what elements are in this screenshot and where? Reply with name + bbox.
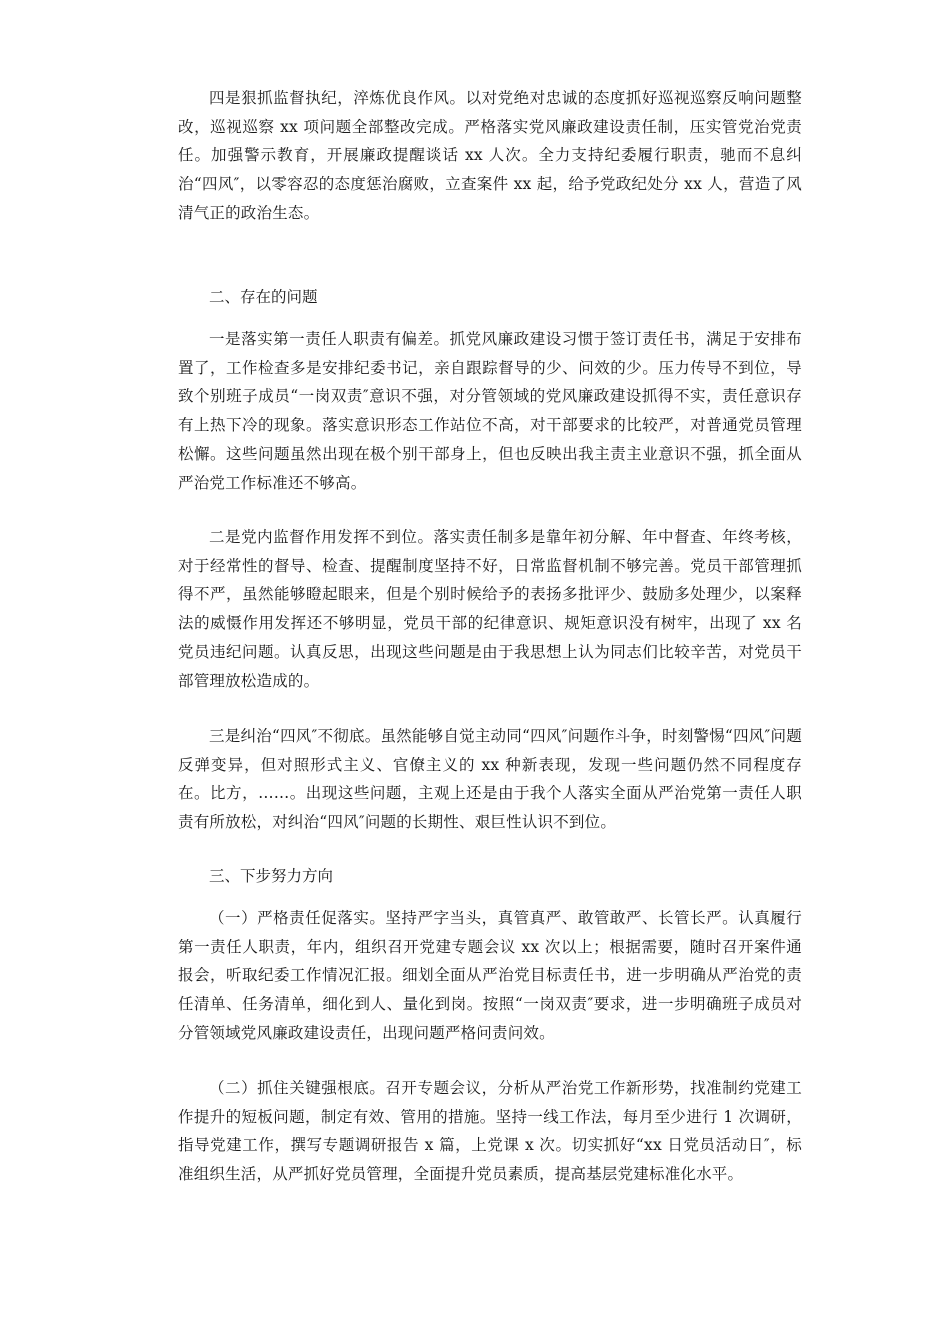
paragraph-four-winds: 三是纠治“四风″不彻底。虽然能够自觉主动同“四风″问题作斗争，时刻警惕“四风″问题反弹变异，但对照形式主义、官僚主义的 xx 种新表现，发现一些问题仍然不同程度存在。比方，……。出现这些问题，主观上还是由于我个人落实全面从严治党第一责任人职责有所放松，对纠治“四风″问题的长期性、艰巨性认识不到位。 bbox=[178, 727, 802, 832]
paragraph-strict-responsibility: （一）严格责任促落实。坚持严字当头，真管真严、敢管敢严、长管长严。认真履行第一责任人职责，年内，组织召开党建专题会议 xx 次以上；根据需要，随时召开案件通报会，听取纪委工作情况汇报。细划全面从严治党目标责任书，进一步明确从严治党的责任清单、任务清单，细化到人、量化到岗。按照“一岗双责″要求，进一步明确班子成员对分管领域党风廉政建设责任，出现问题严格问责问效。 bbox=[178, 909, 802, 1042]
heading-existing-problems: 二、存在的问题 bbox=[209, 288, 318, 306]
paragraph-responsibility-deviation: 一是落实第一责任人职责有偏差。抓党风廉政建设习惯于签订责任书，满足于安排布置了，工作检查多是安排纪委书记，亲自跟踪督导的少、问效的少。压力传导不到位，导致个别班子成员“一岗双责″意识不强，对分管领域的党风廉政建设抓得不实，责任意识存有上热下冷的现象。落实意识形态工作站位不高，对干部要求的比较严，对普通党员管理松懈。这些问题虽然出现在极个别干部身上，但也反映出我主责主业意识不强，抓全面从严治党工作标准还不够高。 bbox=[178, 330, 802, 492]
paragraph-internal-supervision: 二是党内监督作用发挥不到位。落实责任制多是靠年初分解、年中督查、年终考核，对于经常性的督导、检查、提醒制度坚持不好，日常监督机制不够完善。党员干部管理抓得不严，虽然能够瞪起眼来，但是个别时候给予的表扬多批评少、鼓励多处理少，以案释法的威慑作用发挥还不够明显，党员干部的纪律意识、规矩意识没有树牢，出现了 xx 名党员违纪问题。认真反思，出现这些问题是由于我思想上认为同志们比较辛苦，对党员干部管理放松造成的。 bbox=[178, 528, 802, 690]
heading-next-steps: 三、下步努力方向 bbox=[209, 867, 334, 885]
paragraph-key-foundation: （二）抓住关键强根底。召开专题会议，分析从严治党工作新形势，找准制约党建工作提升的短板问题，制定有效、管用的措施。坚持一线工作法，每月至少进行 1 次调研，指导党建工作，撰写专题调研报告 x 篇，上党课 x 次。切实抓好“xx 日党员活动日″，标准组织生活，从严抓好党员管理，全面提升党员素质，提高基层党建标准化水平。 bbox=[178, 1079, 802, 1184]
paragraph-supervision: 四是狠抓监督执纪，淬炼优良作风。以对党绝对忠诚的态度抓好巡视巡察反响问题整改，巡视巡察 xx 项问题全部整改完成。严格落实党风廉政建设责任制，压实管党治党责任。加强警示教育，开展廉政提醒谈话 xx 人次。全力支持纪委履行职责，驰而不息纠治“四风″，以零容忍的态度惩治腐败，立查案件 xx 起，给予党政纪处分 xx 人，营造了风清气正的政治生态。 bbox=[178, 89, 802, 222]
